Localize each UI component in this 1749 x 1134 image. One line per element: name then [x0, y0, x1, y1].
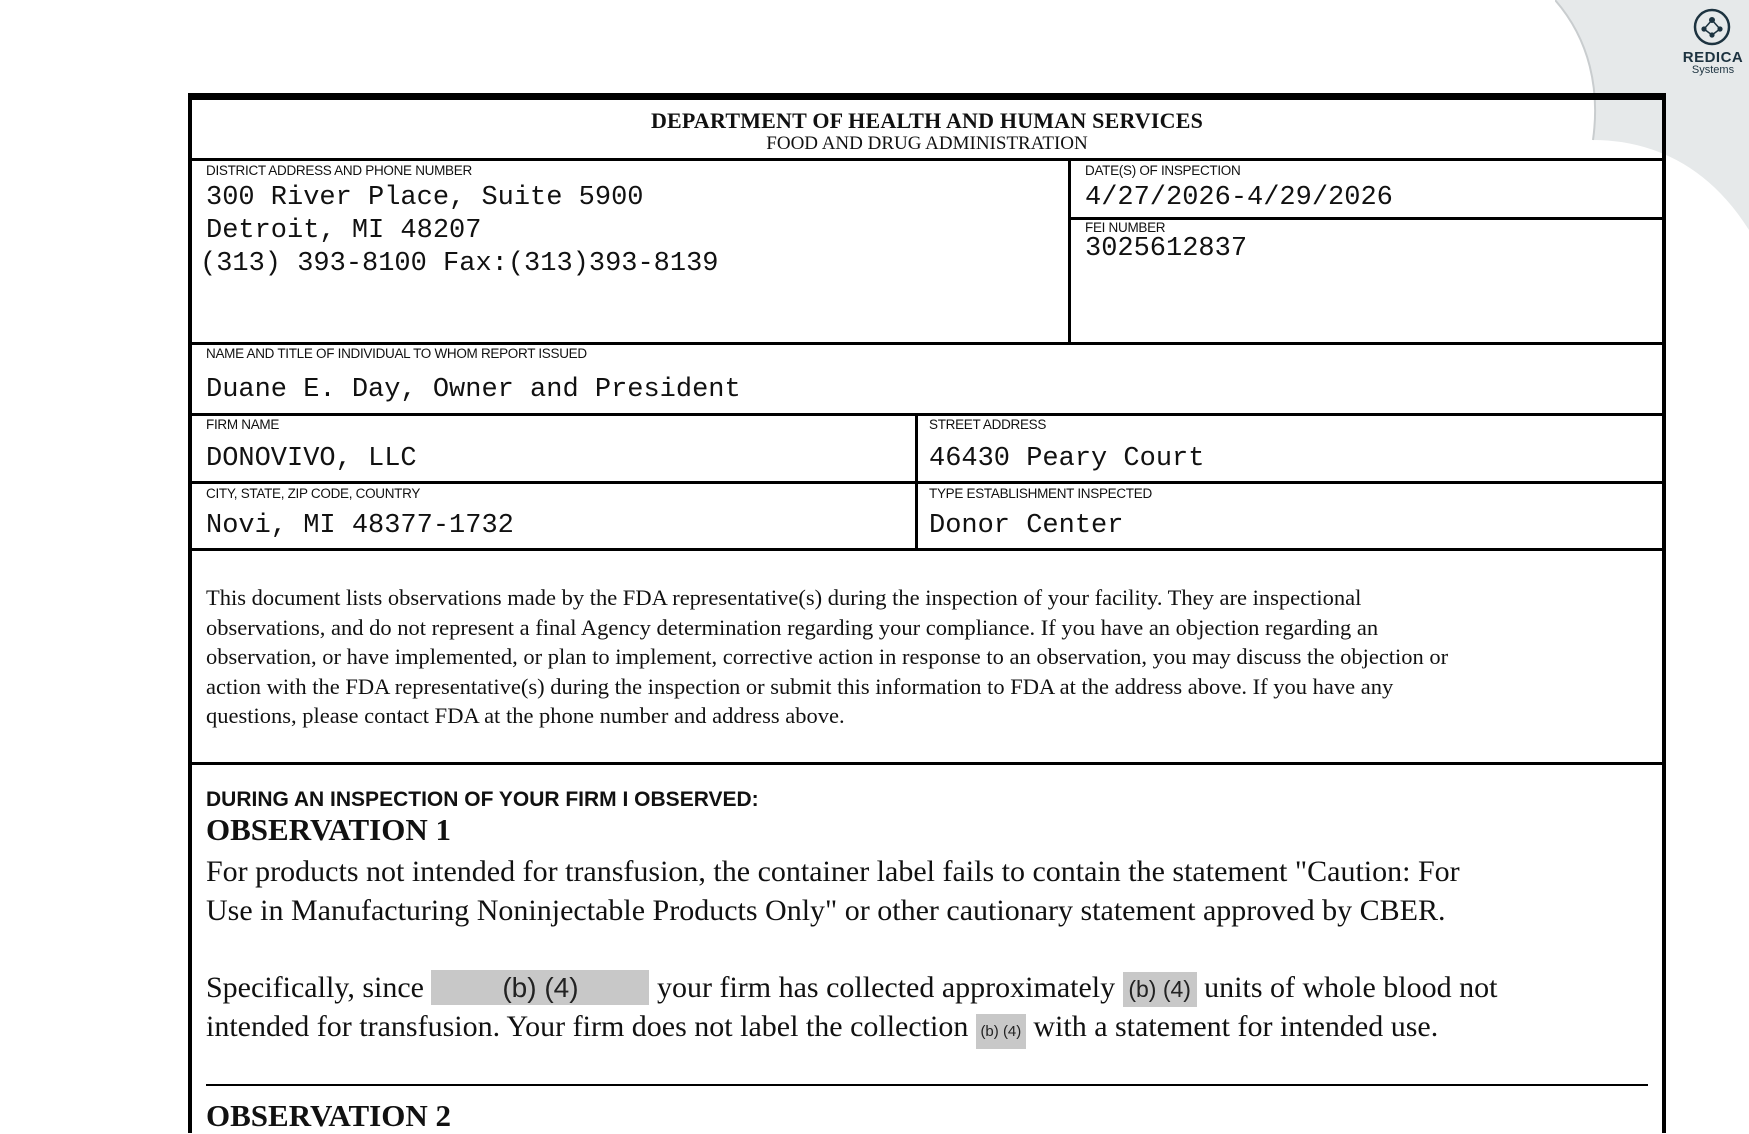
- disclaimer-line: observation, or have implemented, or plan to implement, corrective action in response to an observation, you may discuss the objection or: [206, 644, 1449, 669]
- observation-2-title: OBSERVATION 2: [206, 1098, 451, 1133]
- redaction-box: (b) (4): [976, 1014, 1026, 1049]
- firm-value: DONOVIVO, LLC: [206, 444, 417, 474]
- disclaimer-line: questions, please contact FDA at the phone number and address above.: [206, 703, 845, 728]
- disclaimer-line: This document lists observations made by the FDA representative(s) during the inspection of your facility. They are inspectional: [206, 585, 1362, 610]
- individual-value: Duane E. Day, Owner and President: [206, 375, 741, 405]
- street-label: STREET ADDRESS: [929, 417, 1047, 432]
- city-value: Novi, MI 48377-1732: [206, 511, 514, 541]
- spec-text: with a statement for intended use.: [1033, 1010, 1439, 1043]
- divider: [1068, 158, 1071, 342]
- establishment-label: TYPE ESTABLISHMENT INSPECTED: [929, 486, 1152, 501]
- firm-label: FIRM NAME: [206, 417, 280, 432]
- inspection-dates-label: DATE(S) OF INSPECTION: [1085, 163, 1241, 178]
- divider: [192, 762, 1662, 765]
- inspection-dates-value: 4/27/2026-4/29/2026: [1085, 183, 1393, 213]
- observation-1-specifics-line1: [206, 968, 1497, 1007]
- observation-1-title: OBSERVATION 1: [206, 812, 451, 847]
- divider: [192, 158, 1662, 161]
- observation-1-line1: For products not intended for transfusion, the container label fails to contain the statement "Caution: For: [206, 855, 1460, 888]
- individual-label: NAME AND TITLE OF INDIVIDUAL TO WHOM REPORT ISSUED: [206, 346, 587, 361]
- divider: [192, 413, 1662, 416]
- district-line1: 300 River Place, Suite 5900: [206, 183, 644, 213]
- agency-subtitle: FOOD AND DRUG ADMINISTRATION: [766, 133, 1088, 154]
- department-title: DEPARTMENT OF HEALTH AND HUMAN SERVICES: [650, 108, 1204, 133]
- fei-value: 3025612837: [1085, 234, 1248, 264]
- fei-label: FEI NUMBER: [1085, 220, 1166, 235]
- district-phone: (313) 393-8100 Fax:(313)393-8139: [200, 249, 719, 279]
- divider: [192, 342, 1662, 345]
- logo-name: REDICA: [1682, 49, 1744, 66]
- spec-text: units of whole blood not: [1204, 971, 1498, 1004]
- district-label: DISTRICT ADDRESS AND PHONE NUMBER: [206, 163, 472, 178]
- district-line2: Detroit, MI 48207: [206, 216, 482, 246]
- establishment-value: Donor Center: [929, 511, 1124, 541]
- spec-text: intended for transfusion. Your firm does not label the collection: [206, 1010, 969, 1043]
- redaction-box: (b) (4): [1123, 972, 1197, 1007]
- redaction-box: (b) (4): [431, 970, 649, 1005]
- divider: [192, 548, 1662, 551]
- divider: [192, 481, 1662, 484]
- street-value: 46430 Peary Court: [929, 444, 1205, 474]
- city-label: CITY, STATE, ZIP CODE, COUNTRY: [206, 486, 421, 501]
- logo-sub: Systems: [1691, 64, 1735, 76]
- disclaimer-line: observations, and do not represent a final Agency determination regarding your compliance. If you have an objection regarding an: [206, 614, 1379, 640]
- spec-text: Specifically, since: [206, 971, 424, 1004]
- observed-heading: DURING AN INSPECTION OF YOUR FIRM I OBSERVED:: [206, 788, 759, 811]
- observation-1-specifics-line2: [206, 1007, 1438, 1049]
- observation-1-line2: Use in Manufacturing Noninjectable Products Only" or other cautionary statement approved by CBER.: [206, 894, 1446, 927]
- fda-483-form: [188, 93, 1666, 1133]
- spec-text: your firm has collected approximately: [656, 971, 1116, 1004]
- divider: [206, 1084, 1648, 1086]
- disclaimer-paragraph: [206, 583, 1651, 731]
- disclaimer-line: action with the FDA representative(s) during the inspection or submit this information to FDA at the address above. If you have any: [206, 673, 1394, 699]
